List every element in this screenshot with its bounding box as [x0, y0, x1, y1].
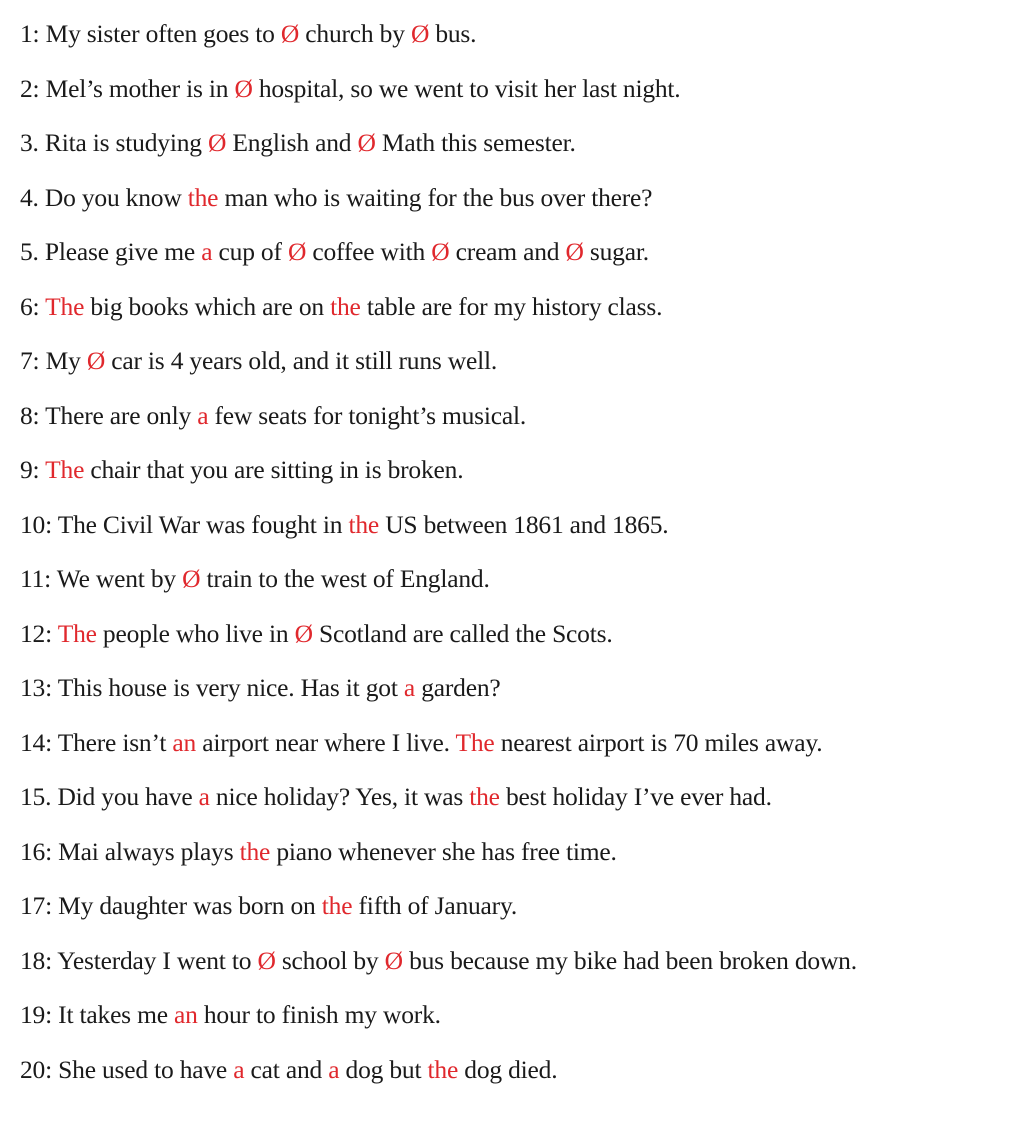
answer-list	[20, 14, 1010, 1104]
sentence-text: 13: This house is very nice. Has it got	[20, 673, 404, 702]
sentence-text: 17: My daughter was born on	[20, 891, 322, 920]
sentence-text: big books which are on	[84, 291, 331, 321]
sentence-text: sugar.	[583, 237, 649, 266]
article-answer: Ø	[410, 19, 430, 48]
sentence-text: 3. Rita is studying	[20, 128, 208, 157]
sentence-text: chair that you are sitting in is broken.	[84, 455, 464, 484]
sentence-text: 20: She used to have	[20, 1054, 234, 1084]
answer-line	[20, 668, 1010, 723]
sentence-text: 18: Yesterday I went to	[20, 945, 258, 975]
sentence-text: 8: There are only	[20, 400, 198, 430]
sentence-text: hour to finish my work.	[197, 1000, 441, 1029]
answer-line	[20, 505, 1010, 560]
article-answer: Ø	[384, 945, 403, 975]
sentence-text: 5. Please give me	[20, 237, 202, 266]
sentence-text: 9:	[20, 455, 46, 484]
sentence-text: man who is waiting for the bus over there?	[218, 182, 653, 212]
sentence-text: 2: Mel’s mother is in	[20, 73, 235, 103]
sentence-text: 14: There isn’t	[20, 727, 173, 757]
sentence-text: dog but	[339, 1054, 428, 1084]
article-answer: The	[45, 455, 85, 484]
sentence-text: 4. Do you know	[20, 182, 188, 212]
article-answer: Ø	[207, 128, 227, 157]
sentence-text: church by	[299, 19, 411, 48]
answer-line	[20, 232, 1010, 287]
article-answer: an	[174, 1000, 198, 1029]
sentence-text: few seats for tonight’s musical.	[208, 400, 527, 430]
sentence-text: 10: The Civil War was fought in	[20, 509, 349, 539]
sentence-text: 7: My	[20, 346, 87, 375]
article-answer: Ø	[257, 945, 276, 975]
article-answer: an	[172, 727, 197, 757]
answer-line	[20, 832, 1010, 887]
article-answer: Ø	[280, 19, 300, 48]
answer-line	[20, 396, 1010, 451]
sentence-text: best holiday I’ve ever had.	[499, 782, 772, 811]
article-answer: Ø	[565, 237, 584, 266]
sentence-text: hospital, so we went to visit her last night.	[252, 73, 681, 103]
sentence-text: bus.	[429, 19, 477, 48]
sentence-text: nice holiday? Yes, it was	[209, 782, 470, 811]
article-answer: a	[198, 782, 210, 811]
article-answer: Ø	[182, 564, 201, 593]
article-answer: Ø	[294, 618, 313, 648]
sentence-text: airport near where I live.	[196, 727, 456, 757]
answer-line	[20, 341, 1010, 396]
sentence-text: English and	[226, 128, 358, 157]
sentence-text: dog died.	[458, 1054, 558, 1084]
sentence-text: train to the west of England.	[200, 564, 490, 593]
sentence-text: nearest airport is 70 miles away.	[494, 727, 823, 757]
answer-line	[20, 777, 1010, 832]
article-answer: a	[403, 673, 416, 702]
sentence-text: 12:	[20, 618, 58, 648]
answer-line	[20, 69, 1010, 124]
sentence-text: cup of	[212, 237, 288, 266]
sentence-text: garden?	[415, 673, 501, 702]
answer-line	[20, 450, 1010, 505]
answer-line	[20, 559, 1010, 614]
article-answer: Ø	[357, 128, 376, 157]
answer-line	[20, 123, 1010, 178]
sentence-text: piano whenever she has free time.	[270, 836, 617, 866]
sentence-text: US between 1861 and 1865.	[379, 509, 669, 539]
answer-line	[20, 886, 1010, 941]
sentence-text: 1: My sister often goes to	[20, 19, 281, 48]
article-answer: the	[348, 509, 380, 539]
sentence-text: Scotland are called the Scots.	[312, 618, 613, 648]
answer-line	[20, 723, 1010, 778]
sentence-text: Math this semester.	[375, 128, 576, 157]
article-answer: the	[239, 836, 271, 866]
article-answer: a	[233, 1054, 245, 1084]
article-answer: the	[469, 782, 500, 811]
answer-line	[20, 14, 1010, 69]
sentence-text: cream and	[449, 237, 566, 266]
sentence-text: bus because my bike had been broken down.	[402, 945, 857, 975]
article-answer: a	[197, 400, 209, 430]
answer-line	[20, 995, 1010, 1050]
sentence-text: 19: It takes me	[20, 1000, 175, 1029]
article-answer: The	[455, 727, 495, 757]
answer-line	[20, 287, 1010, 342]
article-answer: a	[328, 1054, 340, 1084]
sentence-text: 15. Did you have	[20, 782, 199, 811]
article-answer: Ø	[287, 237, 307, 266]
article-answer: a	[201, 237, 213, 266]
sentence-text: 16: Mai always plays	[20, 836, 240, 866]
sentence-text: table are for my history class.	[360, 291, 663, 321]
answer-line	[20, 941, 1010, 996]
sentence-text: 6:	[20, 291, 46, 321]
sentence-text: people who live in	[96, 618, 295, 648]
sentence-text: school by	[275, 945, 385, 975]
answer-line	[20, 1050, 1010, 1105]
sentence-text: fifth of January.	[352, 891, 518, 920]
article-answer: the	[427, 1054, 459, 1084]
sentence-text: 11: We went by	[20, 564, 183, 593]
sentence-text: cat and	[244, 1054, 329, 1084]
article-answer: The	[57, 618, 97, 648]
answer-line	[20, 614, 1010, 669]
article-answer: the	[321, 891, 353, 920]
answer-line	[20, 178, 1010, 233]
sentence-text: coffee with	[306, 237, 432, 266]
article-answer: The	[45, 291, 85, 321]
sentence-text: car is 4 years old, and it still runs well.	[105, 346, 498, 375]
article-answer: Ø	[234, 73, 253, 103]
article-answer: the	[330, 291, 361, 321]
article-answer: Ø	[86, 346, 106, 375]
article-answer: the	[187, 182, 219, 212]
article-answer: Ø	[431, 237, 450, 266]
